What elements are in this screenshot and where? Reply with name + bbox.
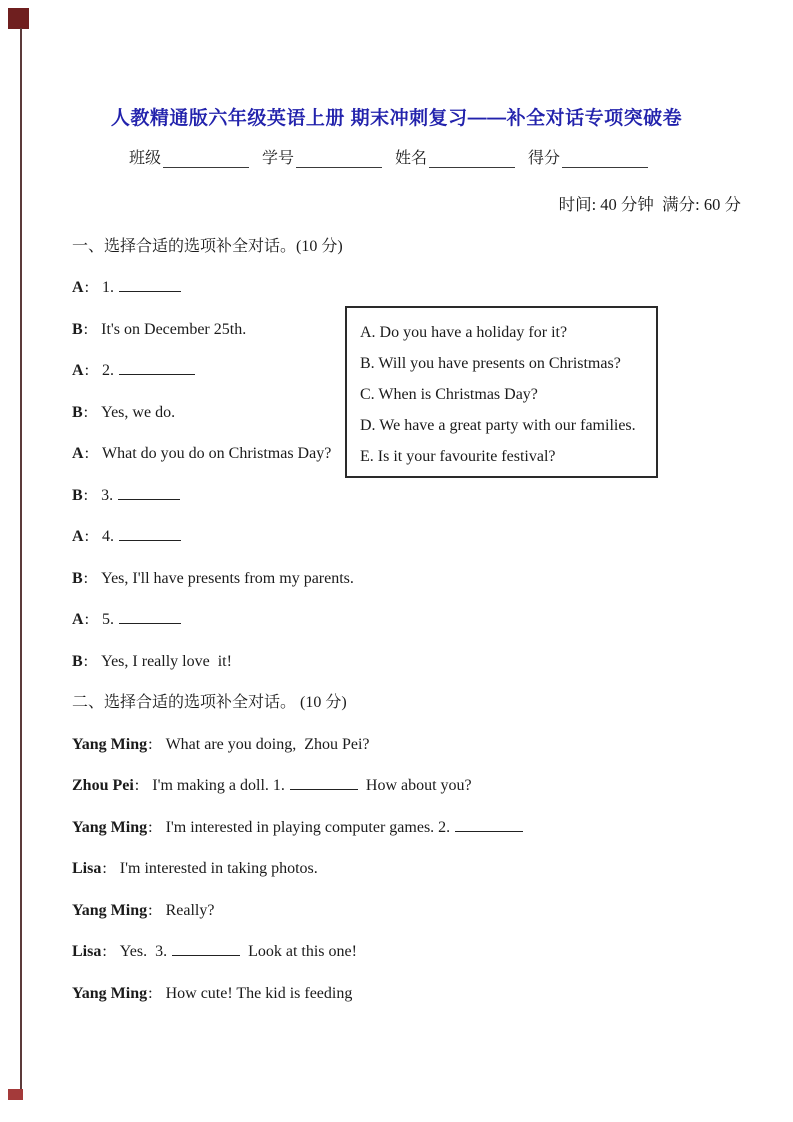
field-class-label: 班级 <box>129 150 162 167</box>
time-and-total-score: 时间: 40 分钟 满分: 60 分 <box>558 195 741 214</box>
line-text: Yes, we do. <box>101 403 176 421</box>
line-text: Yes. 3. <box>119 943 168 960</box>
speaker-label: A <box>72 445 84 462</box>
header-fields <box>129 149 648 168</box>
speaker-label: A <box>72 279 84 296</box>
line-text: I'm interested in playing computer games. 2. <box>165 818 451 836</box>
line-text: I'm making a doll. 1. <box>152 777 285 794</box>
answer-blank <box>172 942 240 956</box>
speaker-colon: : <box>83 569 89 587</box>
field-student-number-label: 学号 <box>262 150 295 167</box>
field-score-blank <box>562 152 648 168</box>
answer-blank <box>119 278 181 292</box>
speaker-colon: : <box>148 818 153 836</box>
dialogue-line <box>72 443 773 464</box>
dialogue-line <box>72 775 773 796</box>
speaker-label: B <box>72 403 83 421</box>
dialogue-line <box>72 983 773 1004</box>
dialogue-line <box>72 651 773 672</box>
speaker-label: B <box>72 486 83 504</box>
field-student-number-blank <box>296 152 382 168</box>
scan-mark-top-left <box>8 8 29 29</box>
dialogue-line <box>72 277 773 298</box>
line-text: Look at this one! <box>248 943 357 960</box>
field-class-blank <box>163 152 249 168</box>
dialogue-line <box>72 319 773 340</box>
line-text: What do you do on Christmas Day? <box>102 445 332 462</box>
field-class <box>129 149 249 168</box>
line-text: 5. <box>102 611 115 628</box>
speaker-label: Zhou Pei <box>72 777 134 794</box>
answer-blank <box>119 610 181 624</box>
speaker-colon: : <box>84 362 90 379</box>
dialogue-line <box>72 402 773 423</box>
speaker-label: Yang Ming <box>72 735 148 753</box>
speaker-colon: : <box>102 943 107 960</box>
field-score-label: 得分 <box>528 150 561 167</box>
speaker-label: A <box>72 528 84 545</box>
speaker-label: B <box>72 320 83 338</box>
speaker-colon: : <box>148 901 153 919</box>
line-text: What are you doing, Zhou Pei? <box>165 735 370 753</box>
option-e: E. Is it your favourite festival? <box>360 448 556 465</box>
line-text: I'm interested in taking photos. <box>119 860 318 877</box>
dialogue-line <box>72 609 773 630</box>
dialogue-line <box>72 360 773 381</box>
dialogue-line <box>72 568 773 589</box>
speaker-colon: : <box>84 445 90 462</box>
speaker-colon: : <box>84 279 90 296</box>
dialogue-line <box>72 941 773 962</box>
dialogue-line <box>72 485 773 506</box>
speaker-colon: : <box>102 860 107 877</box>
speaker-colon: : <box>83 403 89 421</box>
line-text: 3. <box>101 486 114 504</box>
option-a: A. Do you have a holiday for it? <box>360 324 568 341</box>
dialogue-line <box>72 900 773 921</box>
speaker-label: Yang Ming <box>72 901 148 919</box>
line-text: Yes, I'll have presents from my parents. <box>101 569 354 587</box>
dialogue-line <box>72 817 773 838</box>
section2-heading: 二、选择合适的选项补全对话。 (10 分) <box>72 694 347 711</box>
line-text: Yes, I really love it! <box>101 652 232 670</box>
speaker-colon: : <box>83 486 89 504</box>
speaker-label: Lisa <box>72 860 102 877</box>
answer-blank <box>290 776 358 790</box>
dialogue-line <box>72 734 773 755</box>
line-text: How cute! The kid is feeding <box>165 984 353 1002</box>
field-name <box>395 149 515 168</box>
speaker-colon: : <box>84 611 90 628</box>
speaker-colon: : <box>83 320 89 338</box>
speaker-label: B <box>72 569 83 587</box>
speaker-label: Yang Ming <box>72 984 148 1002</box>
section1-heading: 一、选择合适的选项补全对话。(10 分) <box>72 238 343 255</box>
option-d: D. We have a great party with our families. <box>360 417 636 434</box>
page-title: 人教精通版六年级英语上册 期末冲刺复习——补全对话专项突破卷 <box>110 108 683 129</box>
field-name-label: 姓名 <box>395 150 428 167</box>
line-text: 2. <box>102 362 115 379</box>
speaker-colon: : <box>83 652 89 670</box>
option-c: C. When is Christmas Day? <box>360 386 538 403</box>
speaker-colon: : <box>148 984 153 1002</box>
field-student-number <box>262 149 382 168</box>
option-b: B. Will you have presents on Christmas? <box>360 355 621 372</box>
line-text: 4. <box>102 528 115 545</box>
answer-blank <box>455 818 523 832</box>
dialogue-line <box>72 526 773 547</box>
scan-edge-line <box>20 28 22 1089</box>
scan-mark-bottom-left <box>8 1089 23 1100</box>
dialogue-area <box>72 277 773 1024</box>
speaker-label: Yang Ming <box>72 818 148 836</box>
speaker-colon: : <box>134 777 140 794</box>
speaker-label: A <box>72 362 84 379</box>
answer-blank <box>119 527 181 541</box>
dialogue-line <box>72 858 773 879</box>
line-text: Really? <box>165 901 215 919</box>
answer-blank <box>119 361 195 375</box>
speaker-label: B <box>72 652 83 670</box>
line-text: It's on December 25th. <box>101 320 247 338</box>
line-text: How about you? <box>365 777 472 794</box>
speaker-label: Lisa <box>72 943 102 960</box>
answer-blank <box>118 486 180 500</box>
speaker-colon: : <box>84 528 90 545</box>
field-score <box>528 149 648 168</box>
field-name-blank <box>429 152 515 168</box>
speaker-label: A <box>72 611 84 628</box>
line-text: 1. <box>102 279 115 296</box>
speaker-colon: : <box>148 735 153 753</box>
